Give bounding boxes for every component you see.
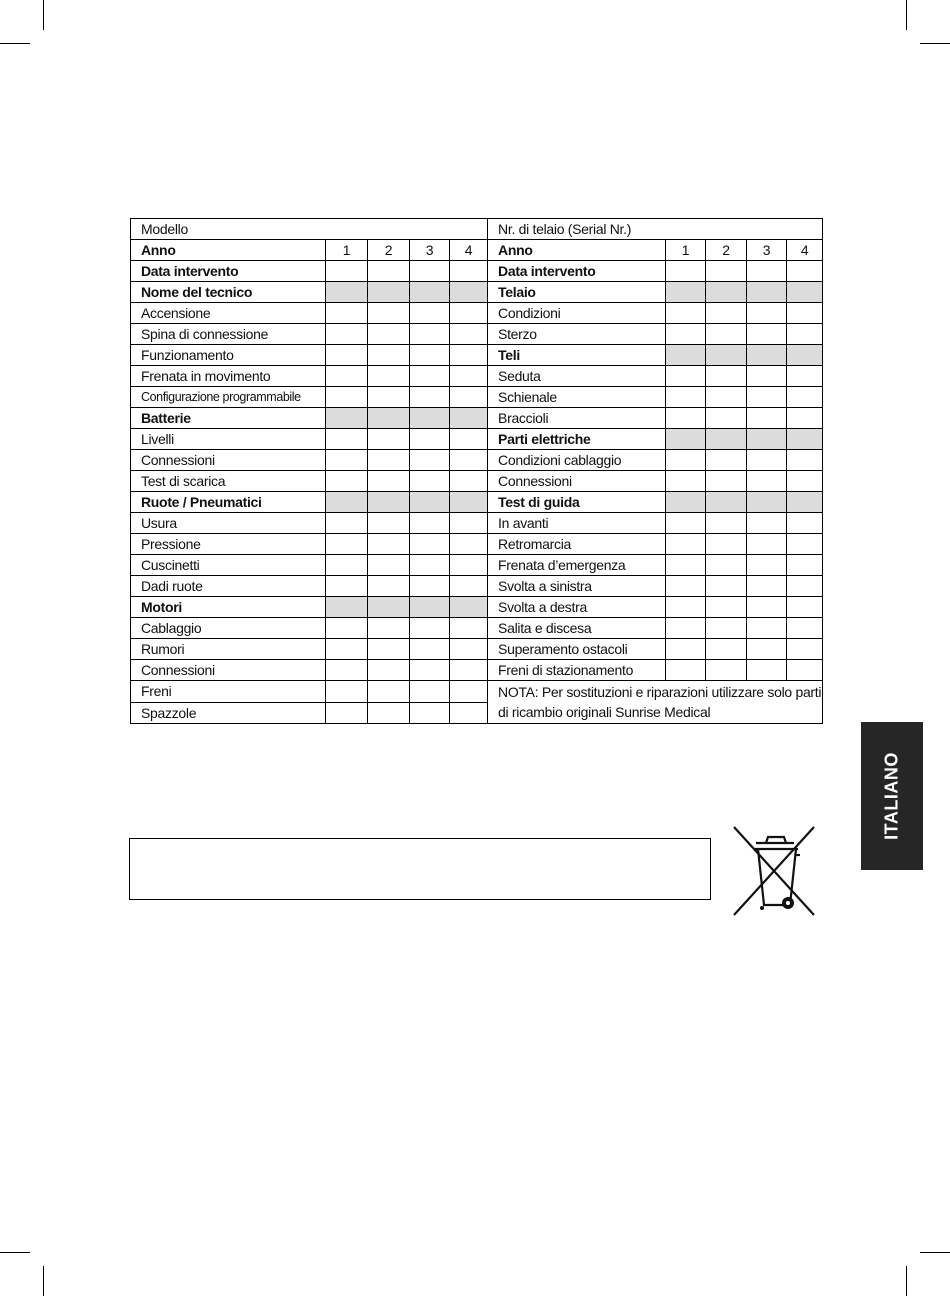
checklist-item-label: Sterzo <box>488 324 666 345</box>
check-cell[interactable] <box>410 513 450 534</box>
check-cell[interactable] <box>410 303 450 324</box>
check-cell[interactable] <box>787 387 823 408</box>
check-cell[interactable] <box>368 261 410 282</box>
check-cell[interactable] <box>368 366 410 387</box>
check-cell <box>787 282 823 303</box>
table-row <box>131 681 823 702</box>
column-number: 2 <box>368 240 410 261</box>
check-cell[interactable] <box>787 261 823 282</box>
check-cell[interactable] <box>450 660 488 681</box>
check-cell[interactable] <box>326 534 368 555</box>
check-cell[interactable] <box>450 681 488 702</box>
check-cell[interactable] <box>747 450 787 471</box>
check-cell[interactable] <box>368 618 410 639</box>
check-cell[interactable] <box>368 639 410 660</box>
table-row <box>131 408 823 429</box>
check-cell <box>747 345 787 366</box>
check-cell[interactable] <box>666 534 706 555</box>
checklist-item-label: Braccioli <box>488 408 666 429</box>
check-cell[interactable] <box>368 324 410 345</box>
check-cell[interactable] <box>410 702 450 723</box>
crop-mark <box>0 1252 30 1253</box>
check-cell[interactable] <box>410 576 450 597</box>
check-cell <box>368 408 410 429</box>
table-row <box>131 366 823 387</box>
check-cell[interactable] <box>450 576 488 597</box>
check-cell[interactable] <box>666 618 706 639</box>
checklist-item-label: Schienale <box>488 387 666 408</box>
check-cell[interactable] <box>368 471 410 492</box>
check-cell[interactable] <box>450 366 488 387</box>
checklist-item-label: Freni <box>131 681 326 702</box>
table-row <box>131 513 823 534</box>
checklist-item-label: Parti elettriche <box>488 429 666 450</box>
check-cell[interactable] <box>450 639 488 660</box>
column-number: 4 <box>787 240 823 261</box>
crop-mark <box>43 0 44 30</box>
check-cell[interactable] <box>747 639 787 660</box>
checklist-item-label: Livelli <box>131 429 326 450</box>
crop-mark <box>906 0 907 30</box>
checklist-item-label: Test di guida <box>488 492 666 513</box>
check-cell[interactable] <box>410 534 450 555</box>
checklist-item-label: Connessioni <box>131 660 326 681</box>
check-cell[interactable] <box>706 408 747 429</box>
check-cell[interactable] <box>450 702 488 723</box>
checklist-item-label: Frenata in movimento <box>131 366 326 387</box>
checklist-item-label: Superamento ostacoli <box>488 639 666 660</box>
checklist-item-label: Frenata d’emergenza <box>488 555 666 576</box>
check-cell[interactable] <box>666 597 706 618</box>
checklist-item-label: Rumori <box>131 639 326 660</box>
checklist-item-label: Cablaggio <box>131 618 326 639</box>
check-cell <box>706 345 747 366</box>
check-cell <box>326 492 368 513</box>
checklist-item-label: Svolta a destra <box>488 597 666 618</box>
checklist-item-label: Seduta <box>488 366 666 387</box>
check-cell <box>787 492 823 513</box>
table-row <box>131 471 823 492</box>
check-cell[interactable] <box>747 366 787 387</box>
language-label: ITALIANO <box>881 752 902 840</box>
check-cell[interactable] <box>747 261 787 282</box>
check-cell[interactable] <box>410 681 450 702</box>
checklist-item-label: Accensione <box>131 303 326 324</box>
check-cell[interactable] <box>747 576 787 597</box>
check-cell[interactable] <box>326 324 368 345</box>
checklist-item-label: Telaio <box>488 282 666 303</box>
check-cell <box>450 597 488 618</box>
check-cell[interactable] <box>368 429 410 450</box>
check-cell[interactable] <box>787 324 823 345</box>
check-cell[interactable] <box>787 576 823 597</box>
check-cell[interactable] <box>450 618 488 639</box>
check-cell[interactable] <box>368 450 410 471</box>
check-cell <box>747 429 787 450</box>
check-cell[interactable] <box>368 345 410 366</box>
check-cell[interactable] <box>326 261 368 282</box>
check-cell[interactable] <box>787 555 823 576</box>
check-cell[interactable] <box>706 660 747 681</box>
model-field[interactable]: Modello <box>131 219 488 240</box>
check-cell[interactable] <box>787 450 823 471</box>
check-cell[interactable] <box>706 534 747 555</box>
table-row <box>131 450 823 471</box>
table-row <box>131 387 823 408</box>
check-cell[interactable] <box>410 261 450 282</box>
check-cell[interactable] <box>787 639 823 660</box>
check-cell[interactable] <box>747 324 787 345</box>
check-cell[interactable] <box>706 513 747 534</box>
check-cell[interactable] <box>787 660 823 681</box>
check-cell[interactable] <box>368 534 410 555</box>
checklist-item-label: Data intervento <box>131 261 326 282</box>
check-cell[interactable] <box>666 303 706 324</box>
check-cell[interactable] <box>666 261 706 282</box>
check-cell[interactable] <box>747 618 787 639</box>
checklist-item-label: Motori <box>131 597 326 618</box>
table-row <box>131 492 823 513</box>
checklist-item-label: Pressione <box>131 534 326 555</box>
check-cell[interactable] <box>706 639 747 660</box>
check-cell[interactable] <box>450 534 488 555</box>
column-number: 3 <box>747 240 787 261</box>
check-cell[interactable] <box>787 618 823 639</box>
check-cell[interactable] <box>410 366 450 387</box>
check-cell <box>368 597 410 618</box>
check-cell[interactable] <box>787 408 823 429</box>
check-cell[interactable] <box>450 429 488 450</box>
check-cell[interactable] <box>368 681 410 702</box>
check-cell <box>368 282 410 303</box>
check-cell <box>326 408 368 429</box>
table-row <box>131 534 823 555</box>
table-row <box>131 429 823 450</box>
check-cell <box>326 597 368 618</box>
check-cell[interactable] <box>450 513 488 534</box>
checklist-item-label: Dadi ruote <box>131 576 326 597</box>
checklist-item-label: Salita e discesa <box>488 618 666 639</box>
crop-mark <box>920 43 950 44</box>
table-row <box>131 324 823 345</box>
checklist-item-label: Svolta a sinistra <box>488 576 666 597</box>
check-cell[interactable] <box>666 450 706 471</box>
service-record-table <box>130 218 823 724</box>
year-label: Anno <box>131 240 326 261</box>
check-cell[interactable] <box>787 366 823 387</box>
check-cell[interactable] <box>326 660 368 681</box>
check-cell[interactable] <box>706 324 747 345</box>
checklist-item-label: In avanti <box>488 513 666 534</box>
check-cell[interactable] <box>450 261 488 282</box>
check-cell[interactable] <box>450 303 488 324</box>
check-cell[interactable] <box>787 471 823 492</box>
check-cell[interactable] <box>666 576 706 597</box>
check-cell[interactable] <box>410 660 450 681</box>
table-row <box>131 660 823 681</box>
serial-number-field[interactable]: Nr. di telaio (Serial Nr.) <box>488 219 823 240</box>
check-cell[interactable] <box>410 639 450 660</box>
check-cell <box>410 408 450 429</box>
crossed-out-wheelie-bin-icon <box>728 825 820 917</box>
table-row <box>131 303 823 324</box>
checklist-item-label: Usura <box>131 513 326 534</box>
check-cell[interactable] <box>450 471 488 492</box>
check-cell <box>747 282 787 303</box>
column-number: 3 <box>410 240 450 261</box>
checklist-item-label: Condizioni cablaggio <box>488 450 666 471</box>
column-number: 2 <box>706 240 747 261</box>
check-cell <box>326 282 368 303</box>
check-cell <box>706 492 747 513</box>
check-cell[interactable] <box>706 597 747 618</box>
check-cell[interactable] <box>706 261 747 282</box>
check-cell <box>706 429 747 450</box>
crop-mark <box>0 43 30 44</box>
check-cell[interactable] <box>666 408 706 429</box>
check-cell[interactable] <box>787 534 823 555</box>
table-row <box>131 597 823 618</box>
language-tab <box>861 722 923 870</box>
checklist-item-label: Data intervento <box>488 261 666 282</box>
check-cell <box>450 282 488 303</box>
checklist-item-label: Ruote / Pneumatici <box>131 492 326 513</box>
checklist-item-label: Connessioni <box>488 471 666 492</box>
note-text: NOTA: Per sostituzioni e riparazioni utilizzare solo parti di ricambio originali Sunrise Medical <box>488 681 823 724</box>
check-cell[interactable] <box>666 513 706 534</box>
check-cell[interactable] <box>326 471 368 492</box>
check-cell[interactable] <box>706 303 747 324</box>
check-cell[interactable] <box>326 639 368 660</box>
check-cell[interactable] <box>666 660 706 681</box>
check-cell[interactable] <box>747 471 787 492</box>
check-cell[interactable] <box>747 387 787 408</box>
check-cell[interactable] <box>706 450 747 471</box>
check-cell[interactable] <box>450 324 488 345</box>
crop-mark <box>920 1252 950 1253</box>
check-cell[interactable] <box>326 576 368 597</box>
column-number: 4 <box>450 240 488 261</box>
checklist-item-label: Retromarcia <box>488 534 666 555</box>
check-cell[interactable] <box>410 471 450 492</box>
check-cell[interactable] <box>368 576 410 597</box>
check-cell <box>368 492 410 513</box>
checklist-item-label: Connessioni <box>131 450 326 471</box>
table-row <box>131 555 823 576</box>
crop-mark <box>906 1266 907 1296</box>
checklist-item-label: Spina di connessione <box>131 324 326 345</box>
check-cell[interactable] <box>410 345 450 366</box>
check-cell[interactable] <box>747 660 787 681</box>
check-cell <box>450 408 488 429</box>
check-cell[interactable] <box>326 681 368 702</box>
check-cell[interactable] <box>368 513 410 534</box>
check-cell[interactable] <box>706 471 747 492</box>
check-cell[interactable] <box>368 555 410 576</box>
table-row <box>131 618 823 639</box>
check-cell[interactable] <box>747 534 787 555</box>
check-cell[interactable] <box>706 366 747 387</box>
check-cell[interactable] <box>368 702 410 723</box>
check-cell[interactable] <box>787 597 823 618</box>
checklist-item-label: Spazzole <box>131 702 326 723</box>
checklist-item-label: Freni di stazionamento <box>488 660 666 681</box>
check-cell[interactable] <box>450 387 488 408</box>
check-cell <box>410 282 450 303</box>
check-cell[interactable] <box>410 429 450 450</box>
table-row <box>131 345 823 366</box>
check-cell[interactable] <box>450 555 488 576</box>
checklist-item-label: Teli <box>488 345 666 366</box>
check-cell[interactable] <box>747 408 787 429</box>
check-cell[interactable] <box>410 387 450 408</box>
table-row <box>131 576 823 597</box>
year-label: Anno <box>488 240 666 261</box>
check-cell[interactable] <box>666 639 706 660</box>
column-number: 1 <box>666 240 706 261</box>
check-cell[interactable] <box>368 303 410 324</box>
table-row <box>131 261 823 282</box>
check-cell[interactable] <box>326 513 368 534</box>
check-cell <box>450 492 488 513</box>
check-cell[interactable] <box>787 513 823 534</box>
check-cell <box>410 492 450 513</box>
check-cell <box>787 429 823 450</box>
check-cell[interactable] <box>706 555 747 576</box>
check-cell[interactable] <box>326 345 368 366</box>
check-cell[interactable] <box>666 471 706 492</box>
check-cell[interactable] <box>326 702 368 723</box>
check-cell <box>666 492 706 513</box>
check-cell <box>787 345 823 366</box>
check-cell[interactable] <box>410 618 450 639</box>
check-cell <box>706 282 747 303</box>
year-row <box>131 240 823 261</box>
checklist-item-label: Batterie <box>131 408 326 429</box>
column-number: 1 <box>326 240 368 261</box>
checklist-item-label: Nome del tecnico <box>131 282 326 303</box>
check-cell[interactable] <box>326 429 368 450</box>
check-cell[interactable] <box>747 513 787 534</box>
check-cell <box>410 597 450 618</box>
check-cell[interactable] <box>747 555 787 576</box>
check-cell[interactable] <box>747 597 787 618</box>
checklist-item-label: Cuscinetti <box>131 555 326 576</box>
check-cell[interactable] <box>326 618 368 639</box>
checklist-item-label: Configurazione programmabile <box>131 387 326 408</box>
crop-mark <box>43 1266 44 1296</box>
check-cell <box>666 282 706 303</box>
check-cell[interactable] <box>666 555 706 576</box>
check-cell <box>747 492 787 513</box>
table-row <box>131 639 823 660</box>
check-cell[interactable] <box>410 450 450 471</box>
check-cell[interactable] <box>326 555 368 576</box>
checklist-item-label: Condizioni <box>488 303 666 324</box>
check-cell[interactable] <box>706 618 747 639</box>
check-cell[interactable] <box>368 387 410 408</box>
checklist-item-label: Funzionamento <box>131 345 326 366</box>
check-cell[interactable] <box>326 366 368 387</box>
check-cell[interactable] <box>450 450 488 471</box>
header-row <box>131 219 823 240</box>
check-cell[interactable] <box>666 324 706 345</box>
check-cell[interactable] <box>450 345 488 366</box>
check-cell[interactable] <box>747 303 787 324</box>
check-cell <box>666 429 706 450</box>
check-cell[interactable] <box>666 387 706 408</box>
check-cell[interactable] <box>410 324 450 345</box>
check-cell[interactable] <box>326 303 368 324</box>
check-cell[interactable] <box>410 555 450 576</box>
check-cell[interactable] <box>706 387 747 408</box>
check-cell[interactable] <box>706 576 747 597</box>
check-cell <box>666 345 706 366</box>
check-cell[interactable] <box>666 366 706 387</box>
checklist-item-label: Test di scarica <box>131 471 326 492</box>
notes-box[interactable] <box>129 838 711 900</box>
check-cell[interactable] <box>326 387 368 408</box>
check-cell[interactable] <box>787 303 823 324</box>
table-row <box>131 282 823 303</box>
check-cell[interactable] <box>326 450 368 471</box>
check-cell[interactable] <box>368 660 410 681</box>
